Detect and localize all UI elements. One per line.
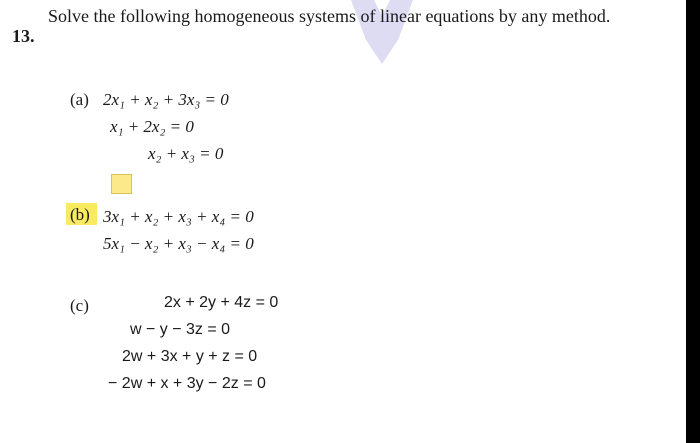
part-b-equation-1: 3x₁ + x₂ + x₃ + x₄ = 0 (103, 207, 254, 226)
part-a-label: (a) (70, 90, 89, 109)
part-c-equation-1: 2x + 2y + 4z = 0 (164, 294, 279, 311)
part-c-equation-2: w − y − 3z = 0 (130, 321, 231, 338)
part-c-equation-3: 2w + 3x + y + z = 0 (122, 348, 258, 365)
right-edge-border (686, 0, 700, 443)
part-a-equation-3: x₂ + x₃ = 0 (148, 144, 224, 163)
part-c-label: (c) (70, 296, 89, 315)
part-c-equation-4: − 2w + x + 3y − 2z = 0 (108, 375, 266, 392)
sticky-note-icon[interactable] (111, 174, 132, 194)
problem-number: 13. (12, 26, 35, 46)
part-b-label: (b) (70, 205, 90, 224)
part-b-equation-2: 5x₁ − x₂ + x₃ − x₄ = 0 (103, 234, 254, 253)
part-a-equation-2: x₁ + 2x₂ = 0 (110, 117, 194, 136)
problem-instruction: Solve the following homogeneous systems of linear equations by any method. (48, 6, 611, 26)
part-a-equation-1: 2x₁ + x₂ + 3x₃ = 0 (103, 90, 229, 109)
